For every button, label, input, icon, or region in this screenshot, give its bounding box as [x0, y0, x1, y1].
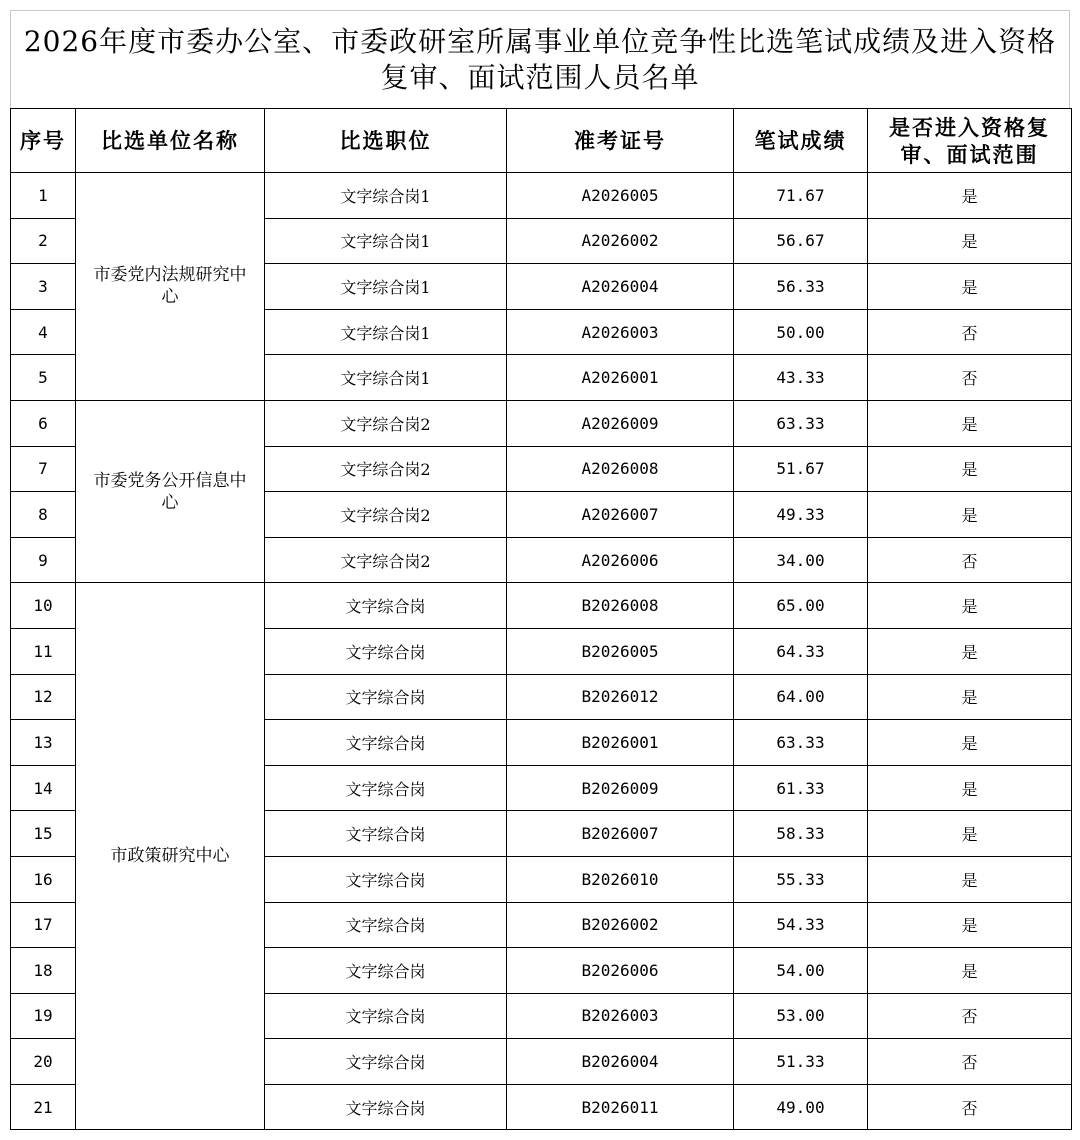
cell-seq: 5 [11, 355, 76, 401]
cell-seq: 14 [11, 765, 76, 811]
cell-seq: 8 [11, 492, 76, 538]
header-qualified [868, 109, 1072, 173]
cell-score: 53.00 [734, 993, 868, 1039]
cell-qualified: 否 [868, 1039, 1072, 1085]
cell-qualified: 是 [868, 173, 1072, 219]
table-row [11, 583, 1072, 629]
cell-qualified: 是 [868, 720, 1072, 766]
cell-qualified: 是 [868, 446, 1072, 492]
cell-score: 43.33 [734, 355, 868, 401]
cell-seq: 17 [11, 902, 76, 948]
cell-exam-id: A2026002 [507, 218, 734, 264]
cell-seq: 20 [11, 1039, 76, 1085]
cell-score: 54.33 [734, 902, 868, 948]
cell-score: 56.67 [734, 218, 868, 264]
header-qualified-label: 是否进入资格复审、面试范围 [889, 114, 1050, 167]
cell-seq: 15 [11, 811, 76, 857]
cell-score: 56.33 [734, 264, 868, 310]
results-table [10, 108, 1072, 1130]
cell-position: 文字综合岗 [265, 902, 507, 948]
cell-position: 文字综合岗 [265, 720, 507, 766]
header-unit: 比选单位名称 [76, 109, 265, 173]
cell-qualified: 否 [868, 1084, 1072, 1130]
cell-qualified: 是 [868, 400, 1072, 446]
cell-position: 文字综合岗 [265, 583, 507, 629]
cell-position: 文字综合岗1 [265, 309, 507, 355]
cell-position: 文字综合岗 [265, 1039, 507, 1085]
cell-position: 文字综合岗 [265, 811, 507, 857]
unit-name-text: 市委党内法规研究中心 [93, 265, 247, 308]
table-header-row [11, 109, 1072, 173]
cell-score: 49.00 [734, 1084, 868, 1130]
title-line-2: 复审、面试范围人员名单 [380, 60, 700, 94]
cell-score: 64.00 [734, 674, 868, 720]
cell-position: 文字综合岗1 [265, 264, 507, 310]
cell-exam-id: B2026008 [507, 583, 734, 629]
header-exam-id: 准考证号 [507, 109, 734, 173]
header-seq: 序号 [11, 109, 76, 173]
cell-qualified: 是 [868, 492, 1072, 538]
cell-exam-id: B2026009 [507, 765, 734, 811]
cell-position: 文字综合岗1 [265, 173, 507, 219]
cell-position: 文字综合岗1 [265, 355, 507, 401]
cell-score: 61.33 [734, 765, 868, 811]
cell-seq: 9 [11, 537, 76, 583]
cell-position: 文字综合岗2 [265, 400, 507, 446]
cell-exam-id: A2026006 [507, 537, 734, 583]
cell-position: 文字综合岗2 [265, 446, 507, 492]
cell-seq: 1 [11, 173, 76, 219]
cell-position: 文字综合岗 [265, 948, 507, 994]
header-score: 笔试成绩 [734, 109, 868, 173]
cell-exam-id: A2026008 [507, 446, 734, 492]
cell-score: 64.33 [734, 628, 868, 674]
cell-position: 文字综合岗 [265, 856, 507, 902]
cell-exam-id: B2026005 [507, 628, 734, 674]
cell-seq: 2 [11, 218, 76, 264]
cell-score: 58.33 [734, 811, 868, 857]
cell-exam-id: B2026003 [507, 993, 734, 1039]
cell-position: 文字综合岗2 [265, 492, 507, 538]
cell-seq: 13 [11, 720, 76, 766]
cell-unit-name [76, 583, 265, 1130]
cell-score: 71.67 [734, 173, 868, 219]
cell-exam-id: B2026010 [507, 856, 734, 902]
cell-seq: 10 [11, 583, 76, 629]
cell-seq: 3 [11, 264, 76, 310]
table-body [11, 173, 1072, 1130]
cell-qualified: 否 [868, 993, 1072, 1039]
cell-exam-id: B2026001 [507, 720, 734, 766]
cell-seq: 19 [11, 993, 76, 1039]
cell-exam-id: B2026006 [507, 948, 734, 994]
cell-position: 文字综合岗 [265, 1084, 507, 1130]
cell-exam-id: A2026005 [507, 173, 734, 219]
cell-seq: 21 [11, 1084, 76, 1130]
cell-exam-id: A2026004 [507, 264, 734, 310]
cell-qualified: 是 [868, 948, 1072, 994]
cell-qualified: 否 [868, 309, 1072, 355]
cell-position: 文字综合岗 [265, 674, 507, 720]
cell-qualified: 是 [868, 583, 1072, 629]
cell-score: 51.67 [734, 446, 868, 492]
cell-exam-id: B2026002 [507, 902, 734, 948]
cell-seq: 7 [11, 446, 76, 492]
cell-qualified: 是 [868, 765, 1072, 811]
cell-position: 文字综合岗 [265, 993, 507, 1039]
cell-qualified: 是 [868, 856, 1072, 902]
cell-position: 文字综合岗1 [265, 218, 507, 264]
table-row [11, 400, 1072, 446]
cell-exam-id: B2026012 [507, 674, 734, 720]
cell-exam-id: A2026007 [507, 492, 734, 538]
cell-qualified: 是 [868, 811, 1072, 857]
title-line-1: 2026年度市委办公室、市委政研室所属事业单位竞争性比选笔试成绩及进入资格 [23, 24, 1057, 58]
cell-exam-id: A2026003 [507, 309, 734, 355]
document-title [10, 10, 1070, 108]
unit-name-text: 市政策研究中心 [110, 846, 230, 867]
cell-exam-id: B2026011 [507, 1084, 734, 1130]
cell-position: 文字综合岗2 [265, 537, 507, 583]
cell-unit-name [76, 173, 265, 401]
cell-seq: 11 [11, 628, 76, 674]
cell-score: 54.00 [734, 948, 868, 994]
cell-qualified: 是 [868, 674, 1072, 720]
cell-seq: 4 [11, 309, 76, 355]
cell-exam-id: A2026009 [507, 400, 734, 446]
cell-score: 65.00 [734, 583, 868, 629]
cell-score: 49.33 [734, 492, 868, 538]
cell-qualified: 是 [868, 264, 1072, 310]
cell-seq: 12 [11, 674, 76, 720]
cell-exam-id: B2026004 [507, 1039, 734, 1085]
cell-score: 63.33 [734, 400, 868, 446]
cell-score: 51.33 [734, 1039, 868, 1085]
cell-qualified: 否 [868, 355, 1072, 401]
cell-exam-id: B2026007 [507, 811, 734, 857]
cell-position: 文字综合岗 [265, 765, 507, 811]
cell-qualified: 否 [868, 537, 1072, 583]
cell-score: 63.33 [734, 720, 868, 766]
cell-score: 34.00 [734, 537, 868, 583]
cell-seq: 18 [11, 948, 76, 994]
cell-qualified: 是 [868, 218, 1072, 264]
cell-exam-id: A2026001 [507, 355, 734, 401]
cell-seq: 6 [11, 400, 76, 446]
header-position: 比选职位 [265, 109, 507, 173]
unit-name-text: 市委党务公开信息中心 [93, 470, 247, 513]
cell-score: 50.00 [734, 309, 868, 355]
cell-unit-name [76, 400, 265, 582]
table-row [11, 173, 1072, 219]
cell-score: 55.33 [734, 856, 868, 902]
cell-qualified: 是 [868, 628, 1072, 674]
cell-position: 文字综合岗 [265, 628, 507, 674]
cell-seq: 16 [11, 856, 76, 902]
cell-qualified: 是 [868, 902, 1072, 948]
